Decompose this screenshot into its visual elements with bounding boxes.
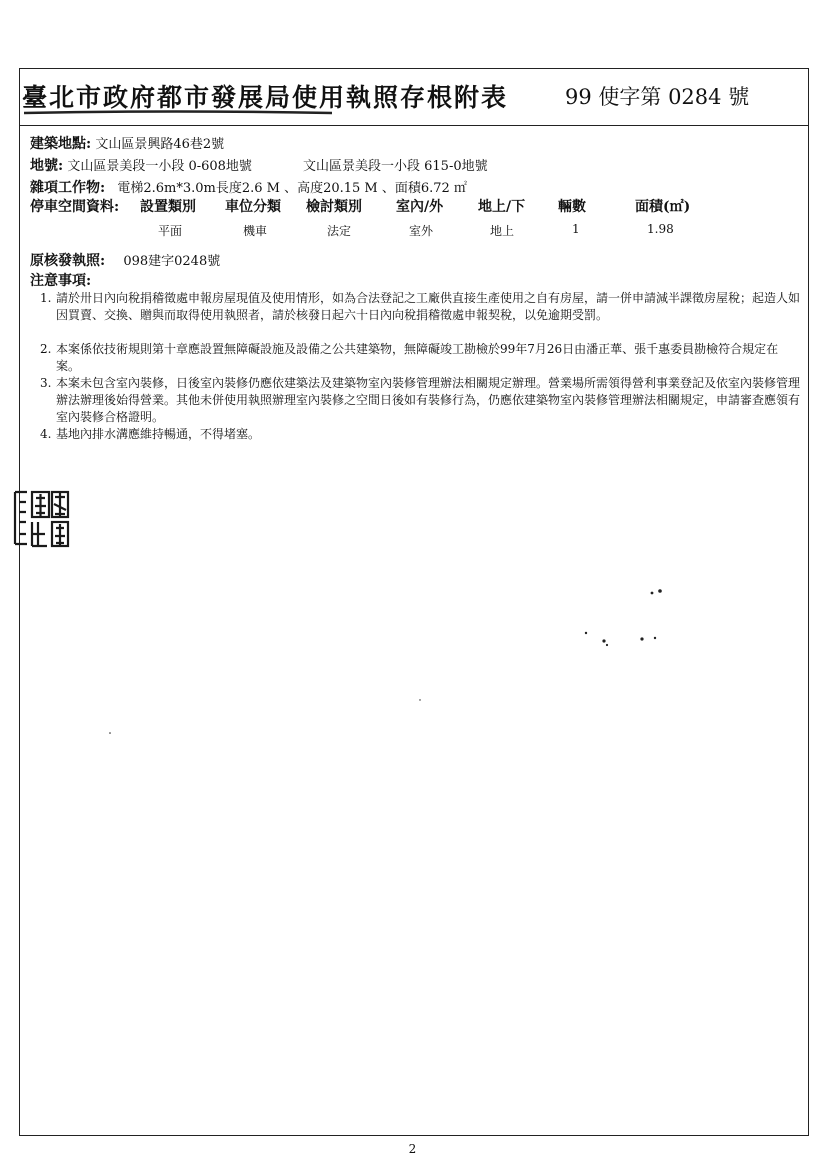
building-address-value: 文山區景興路46巷2號 — [95, 137, 225, 152]
parking-label: 停車空間資料: — [30, 199, 120, 215]
parking-cell-space-type: 機車 — [243, 224, 268, 238]
parking-header-indoor-outdoor: 室內/外 — [396, 199, 444, 215]
misc-structure-label: 雜項工作物: — [30, 180, 106, 196]
note-number: 4. — [40, 427, 52, 441]
parking-header-count: 輛數 — [558, 199, 586, 215]
parking-cell-above-below: 地上 — [490, 224, 515, 238]
parking-header-area: 面積(㎡) — [635, 199, 691, 215]
parking-header-category: 設置類別 — [140, 199, 196, 215]
parking-cell-area: 1.98 — [647, 222, 674, 236]
lot-number-label: 地號: — [30, 158, 64, 174]
lot-number-value-2: 文山區景美段一小段 615-0地號 — [303, 159, 488, 174]
parking-cell-indoor-outdoor: 室外 — [409, 224, 434, 238]
note-text: 本案係依技術規則第十章應設置無障礙設施及設備之公共建築物，無障礙竣工勘檢於99年7月26日由潘正華、張千惠委員勘檢符合規定在案。 — [56, 342, 779, 373]
parking-cell-review-type: 法定 — [327, 224, 352, 238]
note-number: 3. — [40, 376, 52, 390]
note-text: 請於卅日內向稅捐稽徵處申報房屋現值及使用情形，如為合法登記之工廠供直接生產使用之自有房屋，請一併申請減半課徵房屋稅；起造人如因買賣、交換、贈與而取得使用執照者，請於核發日起六十日內向稅捐稽徵處申報契稅，以免逾期受罰。 — [56, 291, 801, 322]
parking-header-space-type: 車位分類 — [225, 199, 281, 215]
original-license-value: 098建字0248號 — [123, 254, 221, 269]
building-address-label: 建築地點: — [30, 136, 92, 152]
note-text: 本案未包含室內裝修，日後室內裝修仍應依建築法及建築物室內裝修管理辦法相關規定辦理。營業場所需領得營利事業登記及依室內裝修管理辦法辦理後始得營業。其他未併使用執照辦理室內裝修之空間日後如有裝修行為，仍應依建築物室內裝修管理辦法相關規定，申請審查應領有室內裝修合格證明。 — [56, 376, 801, 424]
original-license-label: 原核發執照: — [30, 253, 106, 269]
misc-structure-value: 電梯2.6m*3.0m長度2.6 M 、高度20.15 M 、面積6.72 ㎡ — [117, 181, 467, 196]
note-number: 2. — [40, 342, 52, 356]
license-number: 99 使字第 0284 號 — [565, 85, 750, 109]
document-title: 臺北市政府都市發展局使用執照存根附表 — [22, 83, 509, 112]
parking-header-above-below: 地上/下 — [478, 199, 526, 215]
note-text: 基地內排水溝應維持暢通，不得堵塞。 — [56, 427, 261, 441]
page-number: 2 — [408, 1142, 417, 1156]
lot-number-value-1: 文山區景美段一小段 0-608地號 — [67, 159, 252, 174]
parking-cell-category: 平面 — [158, 224, 183, 238]
note-number: 1. — [40, 291, 52, 305]
parking-header-review-type: 檢討類別 — [306, 199, 362, 215]
parking-cell-count: 1 — [572, 222, 580, 236]
notes-title: 注意事項: — [30, 273, 92, 289]
